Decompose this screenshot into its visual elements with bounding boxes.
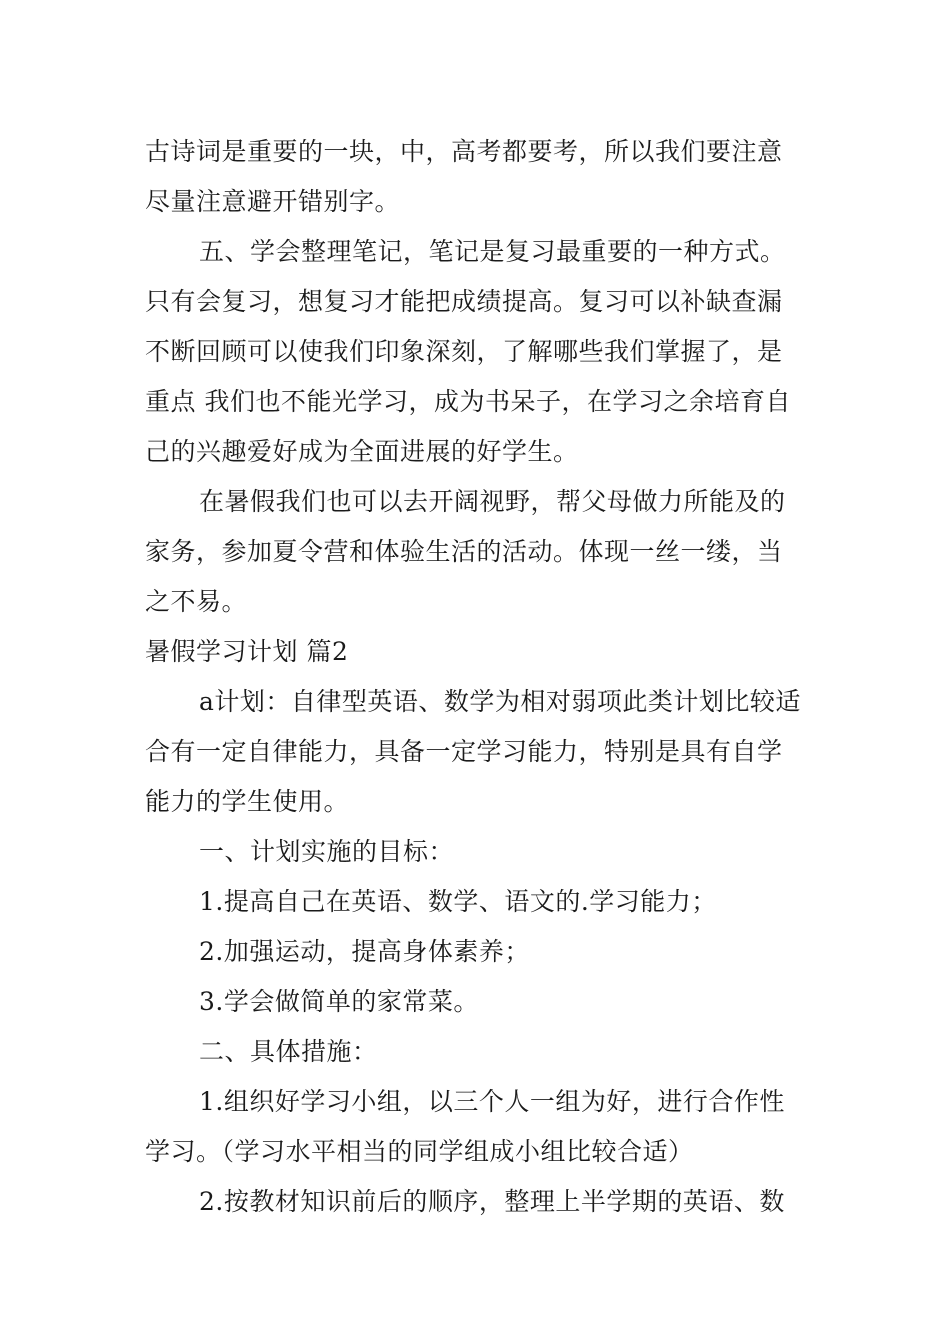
text-line: 学习。（学习水平相当的同学组成小组比较合适） [145,1137,694,1166]
text-line: 之不易。 [145,587,248,616]
text-line: 只有会复习，想复习才能把成绩提高。复习可以补缺查漏 [145,287,783,316]
text-line: 家务，参加夏令营和体验生活的活动。体现一丝一缕，当 [145,537,783,566]
subheading: 二、具体措施： [199,1037,378,1066]
text-line: 己的兴趣爱好成为全面进展的好学生。 [145,437,579,466]
list-item: 1.组织好学习小组，以三个人一组为好，进行合作性 [199,1087,785,1116]
text-line: 五、学会整理笔记，笔记是复习最重要的一种方式。 [199,237,786,266]
text-line: 尽量注意避开错别字。 [145,187,401,216]
list-item: 2.加强运动，提高身体素养； [199,937,530,966]
list-item: 3.学会做简单的家常菜。 [199,987,479,1016]
text-line: 合有一定自律能力，具备一定学习能力，特别是具有自学 [145,737,783,766]
text-line: 在暑假我们也可以去开阔视野，帮父母做力所能及的 [199,487,786,516]
text-line: 不断回顾可以使我们印象深刻，了解哪些我们掌握了，是 [145,337,783,366]
text-line: 能力的学生使用。 [145,787,350,816]
document-body [145,127,810,1227]
section-heading: 暑假学习计划 篇2 [145,637,349,666]
list-item: 2.按教材知识前后的顺序，整理上半学期的英语、数 [199,1187,785,1216]
text-line: 古诗词是重要的一块，中，高考都要考，所以我们要注意 [145,137,783,166]
text-line: 重点 我们也不能光学习，成为书呆子，在学习之余培育自 [145,387,791,416]
subheading: 一、计划实施的目标： [199,837,455,866]
list-item: 1.提高自己在英语、数学、语文的.学习能力； [199,887,717,916]
text-line: a计划：自律型英语、数学为相对弱项此类计划比较适 [199,687,801,716]
